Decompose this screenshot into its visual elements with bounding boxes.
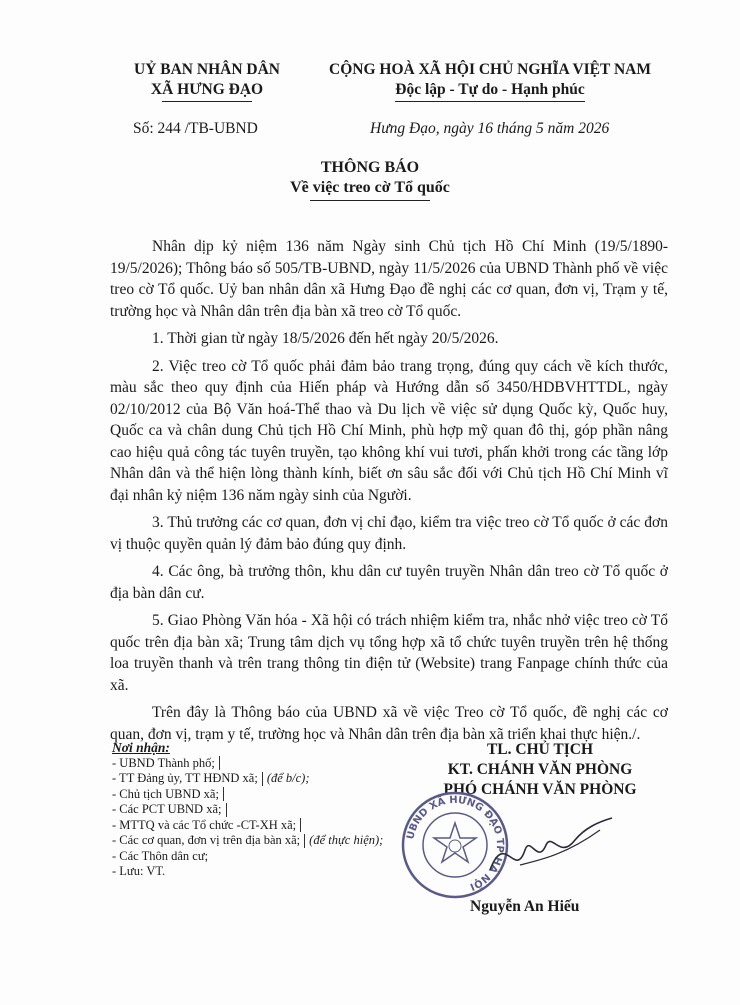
national-title bbox=[305, 60, 675, 102]
recipient-text: - Lưu: VT. bbox=[112, 864, 166, 878]
recipient-text: - Các PCT UBND xã; bbox=[112, 802, 222, 816]
bracket-mark bbox=[262, 772, 263, 786]
bracket-mark bbox=[226, 803, 227, 817]
paragraph-item-3: 3. Thủ trưởng các cơ quan, đơn vị chỉ đạo, kiểm tra việc treo cờ Tổ quốc ở các đơn vị thuộc quyền quản lý đảm bảo đúng quy định. bbox=[110, 514, 668, 553]
recipient-text: - MTTQ và các Tổ chức -CT-XH xã; bbox=[112, 817, 297, 832]
paragraph-intro: Nhân dịp kỷ niệm 136 năm Ngày sinh Chủ tịch Hồ Chí Minh (19/5/1890-19/5/2026); Thông báo số 505/TB-UBND, ngày 11/5/2026 của UBND Thành phố về việc treo cờ Tổ quốc. Uỷ ban nhân dân xã Hưng Đạo đề nghị các cơ quan, đơn vị, Trạm y tế, trường học và Nhân dân trên địa bàn xã treo cờ Tổ quốc. bbox=[110, 238, 668, 320]
reference-number: Số: 244 /TB-UBND bbox=[133, 120, 258, 137]
authority-line-1: UỶ BAN NHÂN DÂN bbox=[134, 61, 280, 78]
recipient-text: - Các cơ quan, đơn vị trên địa bàn xã; bbox=[112, 833, 301, 847]
sign-line-1: TL. CHỦ TỊCH bbox=[486, 741, 594, 758]
recipient-item bbox=[112, 756, 442, 772]
note-implement: (để thực hiện); bbox=[309, 833, 384, 847]
national-motto: Độc lập - Tự do - Hạnh phúc bbox=[395, 80, 584, 102]
document-title bbox=[0, 158, 740, 201]
signer-name: Nguyễn An Hiếu bbox=[470, 898, 580, 915]
paragraph-item-5: 5. Giao Phòng Văn hóa - Xã hội có trách nhiệm kiểm tra, nhắc nhở việc treo cờ Tổ quốc trên địa bàn xã; Trung tâm dịch vụ tổng hợp xã tổ chức tuyên truyền trên hệ thống loa truyền thanh và trên trang thông tin điện tử (Website) trang Fanpage chính thức của xã. bbox=[110, 612, 668, 694]
paragraph-item-2: 2. Việc treo cờ Tổ quốc phải đảm bảo trang trọng, đúng quy cách về kích thước, màu sắc theo quy định của Hiến pháp và Hướng dẫn số 3450/HDBVHTTDL, ngày 02/10/2012 của Bộ Văn hoá-Thể thao và Du lịch về việc sử dụng Quốc kỳ, Quốc huy, Quốc ca và chân dung Chủ tịch Hồ Chí Minh, phù hợp mỹ quan đô thị, góp phần nâng cao hiệu quả công tác tuyên truyền, tạo không khí vui tươi, phấn khởi trong các tầng lớp Nhân dân và thể hiện lòng thành kính, biết ơn sâu sắc đối với Chủ tịch Hồ Chí Minh vĩ đại nhân kỷ niệm 136 năm ngày sinh của Người. bbox=[110, 357, 668, 504]
recipient-item bbox=[112, 818, 442, 834]
recipients-list bbox=[112, 740, 442, 880]
recipient-text: - TT Đảng ủy, TT HĐND xã; bbox=[112, 771, 258, 785]
bracket-mark bbox=[223, 787, 224, 801]
bracket-mark bbox=[304, 834, 305, 848]
recipients-heading: Nơi nhận: bbox=[112, 740, 170, 755]
paragraph-item-4: 4. Các ông, bà trưởng thôn, khu dân cư tuyên truyền Nhân dân treo cờ Tổ quốc ở địa bàn dân cư. bbox=[110, 563, 668, 602]
paragraph-closing: Trên đây là Thông báo của UBND xã về việc Treo cờ Tổ quốc, đề nghị các cơ quan, đơn vị, trạm y tế, trường học và Nhân dân trên địa bàn xã triển khai thực hiện./. bbox=[110, 704, 668, 743]
note-report: (để b/c); bbox=[266, 771, 310, 785]
authority-underline bbox=[162, 101, 252, 102]
recipient-item bbox=[112, 849, 442, 865]
title-sub: Về việc treo cờ Tổ quốc bbox=[290, 179, 450, 196]
country-name: CỘNG HOÀ XÃ HỘI CHỦ NGHĨA VIỆT NAM bbox=[329, 61, 651, 78]
sign-line-2: KT. CHÁNH VĂN PHÒNG bbox=[447, 761, 633, 778]
recipient-item bbox=[112, 802, 442, 818]
handwritten-signature-icon bbox=[480, 810, 620, 890]
issue-date: Hưng Đạo, ngày 16 tháng 5 năm 2026 bbox=[370, 120, 610, 137]
recipient-item bbox=[112, 771, 442, 787]
authority-line-2: XÃ HƯNG ĐẠO bbox=[150, 81, 264, 98]
sign-line-3: PHÓ CHÁNH VĂN PHÒNG bbox=[443, 781, 637, 798]
recipient-text: - Các Thôn dân cư; bbox=[112, 848, 209, 863]
recipient-item bbox=[112, 864, 442, 880]
bracket-mark bbox=[300, 818, 301, 832]
title-main: THÔNG BÁO bbox=[320, 159, 420, 176]
bracket-mark bbox=[219, 756, 220, 770]
title-underline bbox=[310, 200, 430, 201]
recipient-text: - UBND Thành phố; bbox=[112, 755, 215, 770]
issuing-authority bbox=[112, 60, 302, 102]
recipient-text: - Chủ tịch UBND xã; bbox=[112, 786, 219, 801]
paragraph-item-1: 1. Thời gian từ ngày 18/5/2026 đến hết ngày 20/5/2026. bbox=[152, 330, 499, 347]
notice-body bbox=[110, 236, 668, 751]
recipient-item bbox=[112, 787, 442, 803]
svg-text:UBND XÃ HƯNG ĐẠO TP HÀ NỘI: UBND XÃ HƯNG ĐẠO TP HÀ NỘI bbox=[405, 794, 506, 892]
recipient-item bbox=[112, 833, 442, 849]
